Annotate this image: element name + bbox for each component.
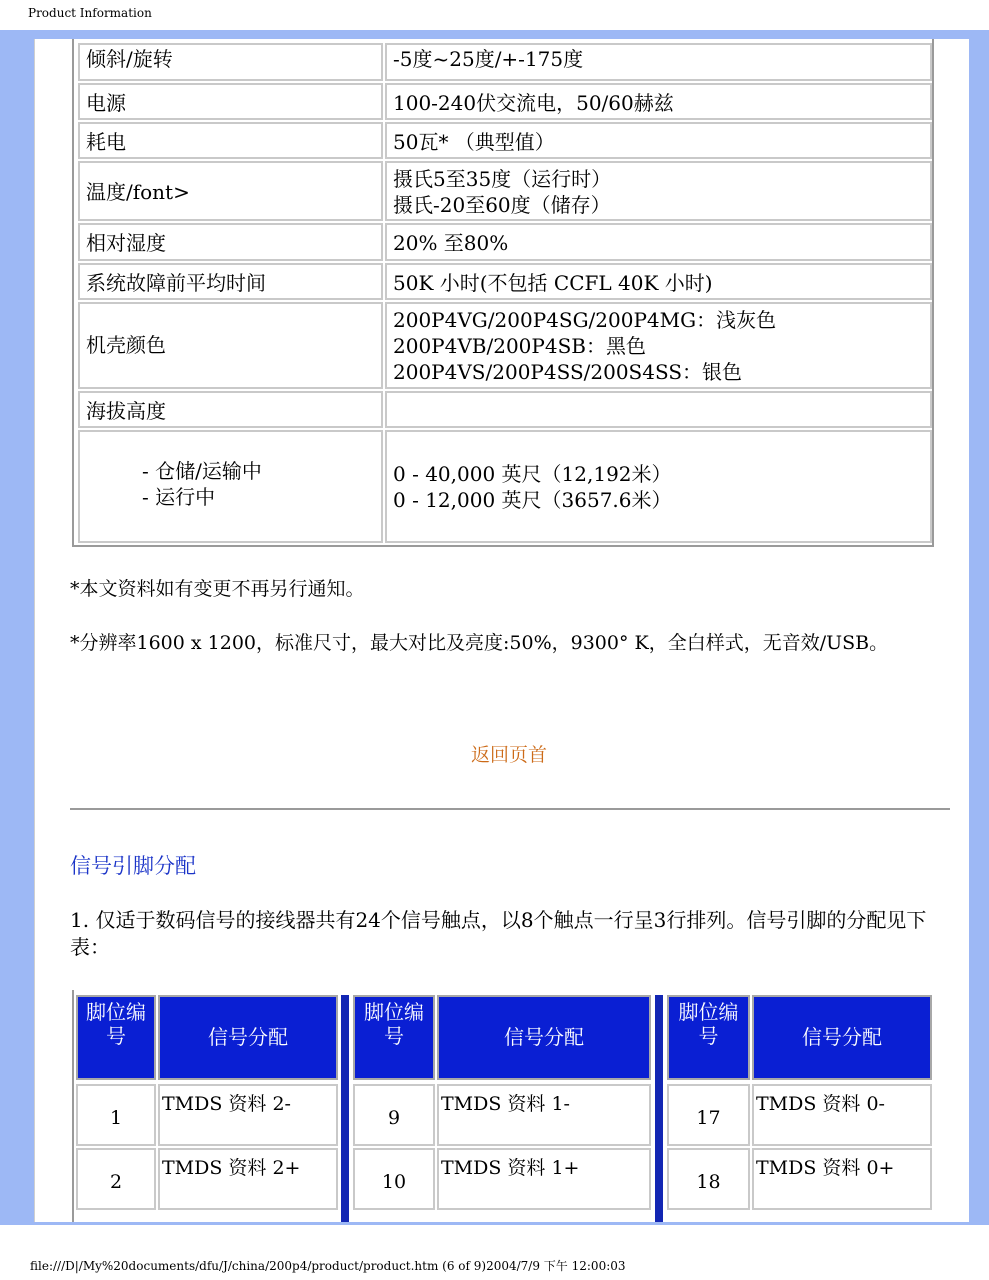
pin-number: 1 [76,1084,156,1146]
pin-number: 2 [76,1148,156,1210]
page-header-title: Product Information [28,6,152,20]
section-title: 信号引脚分配 [70,854,196,878]
note-conditions: *分辨率1600 x 1200，标准尺寸，最大对比及亮度:50%，9300° K，全白样式，无音效/USB。 [70,632,889,654]
signal-name: TMDS 资料 0+ [752,1148,932,1210]
divider [70,808,950,810]
signal-name: TMDS 资料 1- [437,1084,651,1146]
spec-value: 100-240伏交流电，50/60赫兹 [385,83,932,120]
signal-column-header: 信号分配 [437,995,651,1080]
spec-table [72,39,934,547]
pin-number: 10 [353,1148,435,1210]
pin-number: 9 [353,1084,435,1146]
signal-name: TMDS 资料 2- [158,1084,338,1146]
signal-name: TMDS 资料 0- [752,1084,932,1146]
pin-column-header: 脚位编号 [76,995,156,1080]
pin-number: 17 [667,1084,750,1146]
spec-value: 50瓦* （典型值） [385,122,932,159]
pin-column-header: 脚位编号 [353,995,435,1080]
group-separator [655,995,663,1222]
spec-label: 倾斜/旋转 [78,43,383,81]
spec-value: 50K 小时(不包括 CCFL 40K 小时) [385,263,932,300]
spec-value: 200P4VG/200P4SG/200P4MG：浅灰色 200P4VB/200P4SB：黑色 200P4VS/200P4SS/200S4SS：银色 [385,302,932,389]
spec-label: 系统故障前平均时间 [78,263,383,300]
note-disclaimer: *本文资料如有变更不再另行通知。 [70,578,365,600]
group-separator [341,995,349,1222]
spec-value: -5度~25度/+-175度 [385,43,932,81]
spec-value: 20% 至80% [385,223,932,261]
spec-value: 0 - 40,000 英尺（12,192米） 0 - 12,000 英尺（3657.6米） [385,430,932,543]
signal-column-header: 信号分配 [158,995,338,1080]
spec-label: 相对湿度 [78,223,383,261]
spec-value: 摄氏5至35度（运行时） 摄氏-20至60度（储存） [385,161,932,221]
signal-name: TMDS 资料 2+ [158,1148,338,1210]
spec-label: 耗电 [78,122,383,159]
spec-label: 电源 [78,83,383,120]
spec-label: - 仓储/运输中 - 运行中 [78,430,383,543]
back-to-top-link[interactable]: 返回页首 [471,744,548,766]
pin-number: 18 [667,1148,750,1210]
spec-label: 海拔高度 [78,391,383,428]
pin-column-header: 脚位编号 [667,995,750,1080]
spec-value [385,391,932,428]
signal-column-header: 信号分配 [752,995,932,1080]
signal-name: TMDS 资料 1+ [437,1148,651,1210]
spec-label: 机壳颜色 [78,302,383,389]
page-footer-path: file:///D|/My%20documents/dfu/J/china/200p4/product/product.htm (6 of 9)2004/7/9 下午 12:00:03 [30,1259,626,1273]
spec-label: 温度/font> [78,161,383,221]
section-paragraph: 1. 仅适于数码信号的接线器共有24个信号触点，以8个触点一行呈3行排列。信号引脚的分配见下表： [70,908,927,959]
